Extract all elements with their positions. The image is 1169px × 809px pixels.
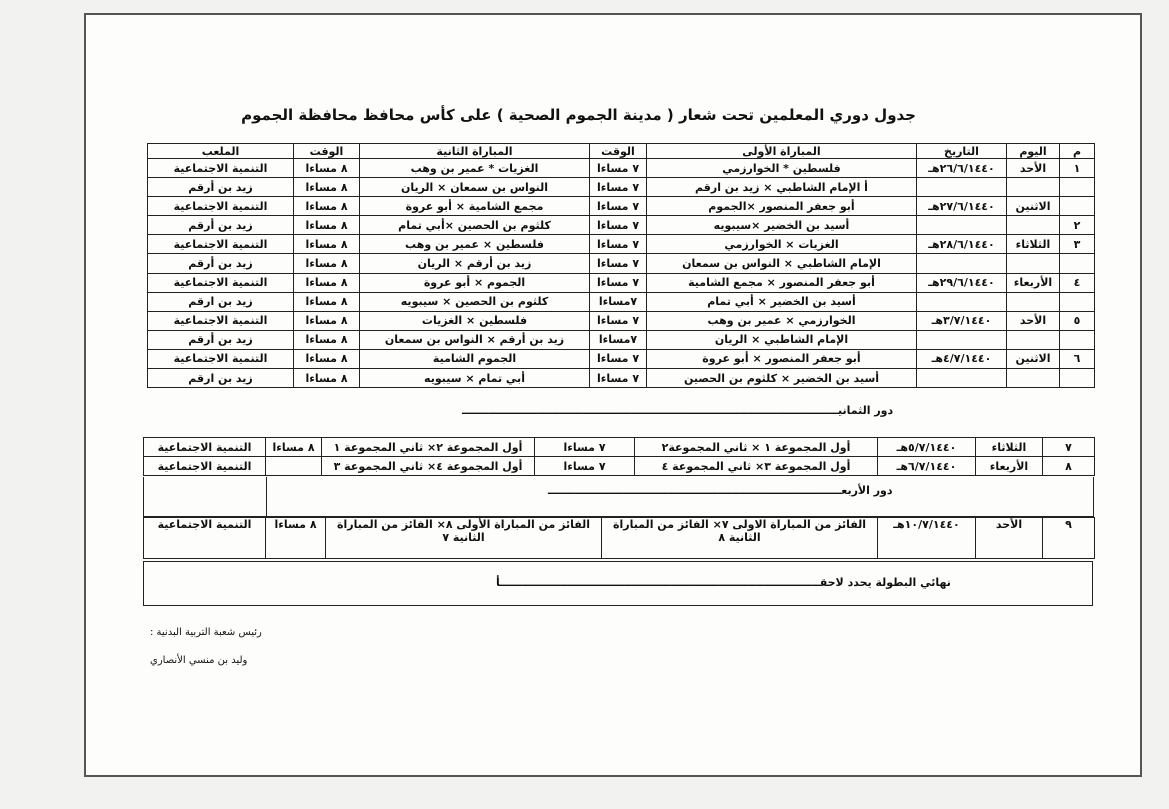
cell-time2: ٨ مساءا (294, 159, 360, 178)
group-stage-table (147, 143, 1095, 388)
round4-box (143, 477, 1094, 517)
cell-time2: ٨ مساءا (294, 273, 360, 292)
cell-time1: ٧ مساءا (590, 197, 647, 216)
table-row (148, 330, 1095, 349)
cell-date (917, 178, 1007, 197)
cell-time1: ٧ مساءا (590, 216, 647, 235)
table-row (144, 457, 1095, 476)
cell-field: زيد بن أرقم (148, 254, 294, 273)
cell-field: التنمية الاجتماعية (148, 349, 294, 368)
cell-time2: ٨ مساءا (294, 254, 360, 273)
cell-time1: ٧مساءا (590, 330, 647, 349)
cell-day (1007, 330, 1060, 349)
cell-day: الاثنين (1007, 349, 1060, 368)
cell-match1: الفائز من المباراة الاولى ٧× الفائز من المباراة الثانية ٨ (602, 518, 878, 559)
cell-day: الثلاثاء (976, 438, 1043, 457)
header-date: التاريخ (917, 144, 1007, 159)
cell-date: ٣/٧/١٤٤٠هـ (917, 311, 1007, 330)
cell-date: ١٠/٧/١٤٤٠هـ (878, 518, 976, 559)
header-field: الملعب (148, 144, 294, 159)
cell-field: زيد بن ارقم (148, 369, 294, 388)
cell-time1: ٧ مساءا (535, 438, 635, 457)
cell-time2: ٨ مساءا (294, 197, 360, 216)
cell-num: ٨ (1043, 457, 1095, 476)
cell-day: الأحد (1007, 311, 1060, 330)
cell-day: الأربعاء (976, 457, 1043, 476)
table-row (148, 349, 1095, 368)
cell-field: التنمية الاجتماعية (148, 197, 294, 216)
cell-field: زيد بن أرقم (148, 178, 294, 197)
cell-match2: أول المجموعة ٤× ثاني المجموعة ٣ (322, 457, 535, 476)
cell-match2: الفائز من المباراة الأولى ٨× الفائز من المباراة الثانية ٧ (326, 518, 602, 559)
cell-date (917, 216, 1007, 235)
cell-time2: ٨ مساءا (294, 311, 360, 330)
cell-match1: الخوارزمي × عمير بن وهب (647, 311, 917, 330)
cell-match1: أ الإمام الشاطبي × زيد بن ارقم (647, 178, 917, 197)
cell-num: ٤ (1060, 273, 1095, 292)
table-row (148, 369, 1095, 388)
cell-match1: فلسطين * الخوارزمي (647, 159, 917, 178)
cell-num (1060, 330, 1095, 349)
cell-field: التنمية الاجتماعية (148, 273, 294, 292)
cell-day: الأربعاء (1007, 273, 1060, 292)
cell-field: زيد بن أرقم (148, 330, 294, 349)
cell-day (1007, 369, 1060, 388)
cell-time2: ٨ مساءا (266, 518, 326, 559)
cell-num (1060, 254, 1095, 273)
cell-match1: أسيد بن الخضير × أبي تمام (647, 292, 917, 311)
table-row (148, 178, 1095, 197)
cell-time1: ٧ مساءا (590, 369, 647, 388)
cell-num (1060, 178, 1095, 197)
cell-time1: ٧ مساءا (590, 254, 647, 273)
cell-date (917, 254, 1007, 273)
cell-field: التنمية الاجتماعية (144, 518, 266, 559)
cell-num (1060, 197, 1095, 216)
table-row (144, 518, 1095, 559)
cell-time2: ٨ مساءا (294, 349, 360, 368)
cell-date (917, 369, 1007, 388)
cell-match2: الجموم × أبو عروة (360, 273, 590, 292)
header-match2: المباراة الثانية (360, 144, 590, 159)
cell-match1: أسيد بن الخضير ×سيبويه (647, 216, 917, 235)
table-row (148, 311, 1095, 330)
cell-field: التنمية الاجتماعية (148, 235, 294, 254)
header-time2: الوقت (294, 144, 360, 159)
cell-match2: أبي تمام × سيبويه (360, 369, 590, 388)
header-match1: المباراة الأولى (647, 144, 917, 159)
semi-final-table (143, 517, 1095, 559)
cell-match1: الغزيات × الخوارزمي (647, 235, 917, 254)
cell-date (917, 292, 1007, 311)
cell-match2: زيد بن أرقم × الريان (360, 254, 590, 273)
round8-label: دور الثمانيــــــــــــــــــــــــــــــــــــــــــــــــــــــــــــــــــــــــــــــــــــــــــــــــــــ (462, 404, 894, 417)
cell-time1: ٧مساءا (590, 292, 647, 311)
cell-match1: أول المجموعة ٣× ثاني المجموعة ٤ (635, 457, 878, 476)
cell-time2: ٨ مساءا (266, 438, 322, 457)
cell-day (1007, 178, 1060, 197)
cell-match2: فلسطين × عمير بن وهب (360, 235, 590, 254)
table-row (148, 292, 1095, 311)
cell-field: زيد بن ارقم (148, 292, 294, 311)
cell-time1: ٧ مساءا (590, 311, 647, 330)
table-row (144, 438, 1095, 457)
cell-time1: ٧ مساءا (590, 159, 647, 178)
cell-date (917, 330, 1007, 349)
round8-table (143, 437, 1095, 476)
cell-match2: فلسطين × الغزيات (360, 311, 590, 330)
footer-title: رئيس شعبة التربية البدنية : (150, 627, 262, 638)
cell-time1: ٧ مساءا (590, 235, 647, 254)
cell-field: التنمية الاجتماعية (144, 457, 266, 476)
cell-num: ٥ (1060, 311, 1095, 330)
cell-day (1007, 254, 1060, 273)
cell-day: الثلاثاء (1007, 235, 1060, 254)
table-row (148, 235, 1095, 254)
table-row (148, 273, 1095, 292)
cell-match2: مجمع الشامية × أبو عروة (360, 197, 590, 216)
cell-time2: ٨ مساءا (294, 178, 360, 197)
cell-match2: كلثوم بن الحصين ×أبي تمام (360, 216, 590, 235)
cell-day: الأحد (1007, 159, 1060, 178)
cell-num (1060, 369, 1095, 388)
cell-num: ٣ (1060, 235, 1095, 254)
page-title: جدول دوري المعلمين تحت شعار ( مدينة الجموم الصحية ) على كأس محافظ محافظة الجموم (241, 106, 916, 124)
cell-num: ٢ (1060, 216, 1095, 235)
cell-time2: ٨ مساءا (294, 292, 360, 311)
cell-field: التنمية الاجتماعية (148, 311, 294, 330)
footer-name: وليد بن منسي الأنصاري (150, 655, 248, 666)
cell-num: ١ (1060, 159, 1095, 178)
cell-date: ٢٧/٦/١٤٤٠هـ (917, 197, 1007, 216)
cell-time2: ٨ مساءا (294, 330, 360, 349)
cell-date: ٢٨/٦/١٤٤٠هـ (917, 235, 1007, 254)
cell-date: ٥/٧/١٤٤٠هـ (878, 438, 976, 457)
cell-time2 (266, 457, 322, 476)
cell-day (1007, 292, 1060, 311)
cell-date: ٢٦/٦/١٤٤٠هـ (917, 159, 1007, 178)
cell-match2: الغزيات * عمير بن وهب (360, 159, 590, 178)
cell-match2: أول المجموعة ٢× ثاني المجموعة ١ (322, 438, 535, 457)
cell-match2: الجموم الشامية (360, 349, 590, 368)
table-row (148, 197, 1095, 216)
cell-time2: ٨ مساءا (294, 216, 360, 235)
cell-num: ٦ (1060, 349, 1095, 368)
cell-time1: ٧ مساءا (590, 273, 647, 292)
table-row (148, 216, 1095, 235)
cell-field: التنمية الاجتماعية (144, 438, 266, 457)
cell-match1: الإمام الشاطبي × النواس بن سمعان (647, 254, 917, 273)
cell-time1: ٧ مساءا (590, 178, 647, 197)
round4-label: دور الأربعــــــــــــــــــــــــــــــــــــــــــــــــــــــــــــــــــــــــــــــ (548, 484, 893, 497)
cell-field: زيد بن أرقم (148, 216, 294, 235)
cell-match2: النواس بن سمعان × الريان (360, 178, 590, 197)
cell-match1: أسيد بن الخضير × كلثوم بن الحصين (647, 369, 917, 388)
final-label: نهائي البطولة يحدد لاحقـــــــــــــــــــــــــــــــــــــــــــــــــــــــــــــــــــــــــــــــــــــأ (496, 576, 951, 589)
header-num: م (1060, 144, 1095, 159)
table-header-row (148, 144, 1095, 159)
cell-day (1007, 216, 1060, 235)
header-time1: الوقت (590, 144, 647, 159)
cell-match1: أبو جعفر المنصور × مجمع الشامية (647, 273, 917, 292)
header-day: اليوم (1007, 144, 1060, 159)
cell-match1: أبو جعفر المنصور × أبو عروة (647, 349, 917, 368)
cell-date: ٤/٧/١٤٤٠هـ (917, 349, 1007, 368)
cell-num: ٩ (1043, 518, 1095, 559)
cell-day: الأحد (976, 518, 1043, 559)
cell-date: ٦/٧/١٤٤٠هـ (878, 457, 976, 476)
cell-time1: ٧ مساءا (590, 349, 647, 368)
cell-date: ٢٩/٦/١٤٤٠هـ (917, 273, 1007, 292)
cell-time1: ٧ مساءا (535, 457, 635, 476)
cell-match2: زيد بن أرقم × النواس بن سمعان (360, 330, 590, 349)
cell-num: ٧ (1043, 438, 1095, 457)
cell-match1: أبو جعفر المنصور ×الجموم (647, 197, 917, 216)
cell-num (1060, 292, 1095, 311)
cell-match2: كلثوم بن الحصين × سيبويه (360, 292, 590, 311)
table-row (148, 159, 1095, 178)
cell-day: الاثنين (1007, 197, 1060, 216)
table-row (148, 254, 1095, 273)
cell-time2: ٨ مساءا (294, 369, 360, 388)
cell-field: التنمية الاجتماعية (148, 159, 294, 178)
cell-time2: ٨ مساءا (294, 235, 360, 254)
cell-match1: أول المجموعة ١ × ثاني المجموعة٢ (635, 438, 878, 457)
cell-match1: الإمام الشاطبي × الريان (647, 330, 917, 349)
